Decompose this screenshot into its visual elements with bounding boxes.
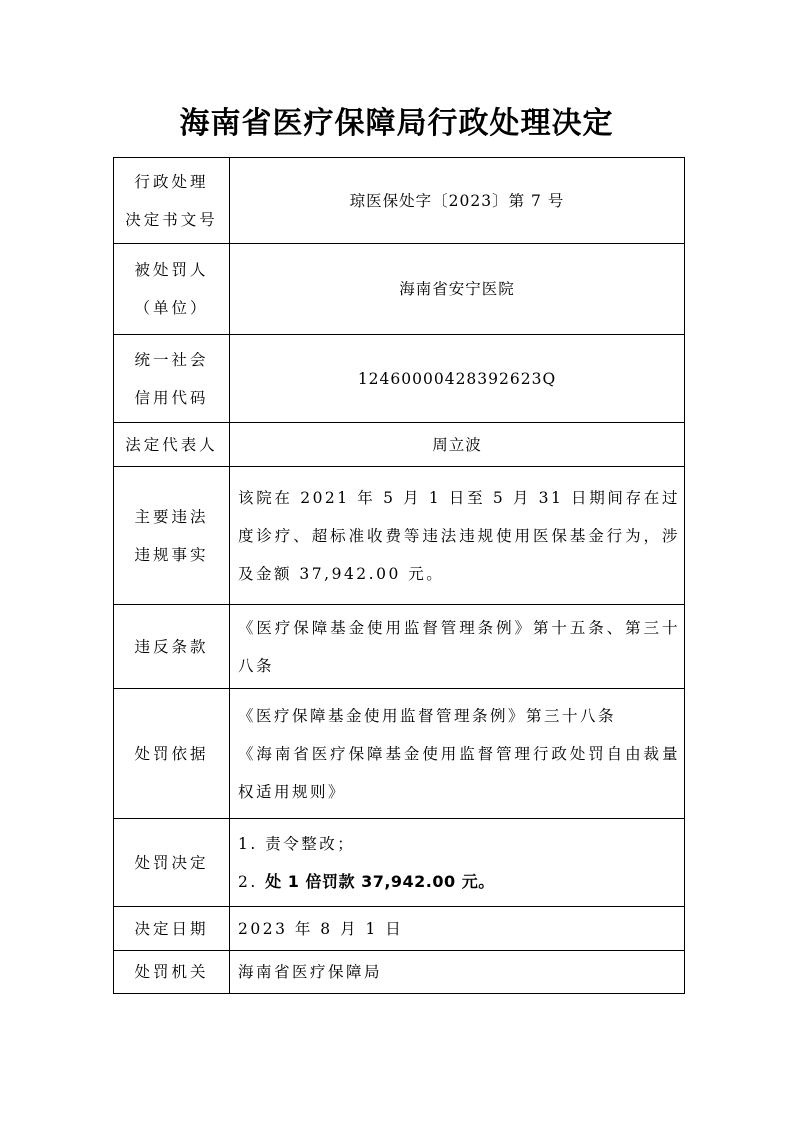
table-row-decision-date [114,907,685,951]
penalty-decision-item1: 1. 责令整改； [238,834,356,853]
value-legal-rep: 周立波 [230,423,685,467]
label-credit-code [114,335,230,423]
penalty-decision-item2-prefix: 2. [238,872,266,891]
value-credit-code: 12460000428392623Q [230,335,685,423]
table-row-penalty-decision [114,819,685,907]
penalty-decision-item2-text: 处 1 倍罚款 37,942.00 元。 [265,871,495,891]
value-violation-facts: 该院在 2021 年 5 月 1 日至 5 月 31 日期间存在过度诊疗、超标准收费等违法违规使用医保基金行为，涉及金额 37,942.00 元。 [230,467,685,605]
penalty-decision-item2 [238,863,680,901]
label-violated-clauses: 违反条款 [114,605,230,689]
page-title: 海南省医疗保障局行政处理决定 [179,106,614,141]
label-legal-rep: 法定代表人 [114,423,230,467]
label-decision-date: 决定日期 [114,907,230,951]
value-penalty-basis [230,689,685,819]
table-row-penalized-party [114,244,685,335]
decision-table [113,157,685,994]
table-row-credit-code [114,335,685,423]
label-penalty-basis: 处罚依据 [114,689,230,819]
label-violation-facts-line2: 违规事实 [134,545,209,564]
label-violation-facts [114,467,230,605]
value-doc-number: 琼医保处字〔2023〕第 7 号 [230,158,685,244]
label-penalized-party [114,244,230,335]
table-row-penalty-basis [114,689,685,819]
value-penalty-decision [230,819,685,907]
penalty-basis-line2: 《海南省医疗保障基金使用监督管理行政处罚自由裁量权适用规则》 [238,744,680,801]
value-authority: 海南省医疗保障局 [230,951,685,994]
value-decision-date: 2023 年 8 月 1 日 [230,907,685,951]
label-authority: 处罚机关 [114,951,230,994]
label-doc-number-line2: 决定书文号 [125,210,218,229]
label-doc-number [114,158,230,244]
label-violation-facts-line1: 主要违法 [134,507,209,526]
value-penalized-party: 海南省安宁医院 [230,244,685,335]
table-row-violation-facts [114,467,685,605]
table-row-violated-clauses [114,605,685,689]
penalty-basis-line1: 《医疗保障基金使用监督管理条例》第三十八条 [238,706,617,725]
label-penalty-decision: 处罚决定 [114,819,230,907]
table-row-doc-number [114,158,685,244]
label-doc-number-line1: 行政处理 [134,172,209,191]
label-credit-code-line2: 信用代码 [134,388,209,407]
value-violated-clauses: 《医疗保障基金使用监督管理条例》第十五条、第三十八条 [230,605,685,689]
label-penalized-party-line2: （单位） [134,299,209,317]
label-penalized-party-line1: 被处罚人 [134,261,209,279]
table-row-legal-rep [114,423,685,467]
label-credit-code-line1: 统一社会 [134,350,209,369]
table-row-authority [114,951,685,994]
